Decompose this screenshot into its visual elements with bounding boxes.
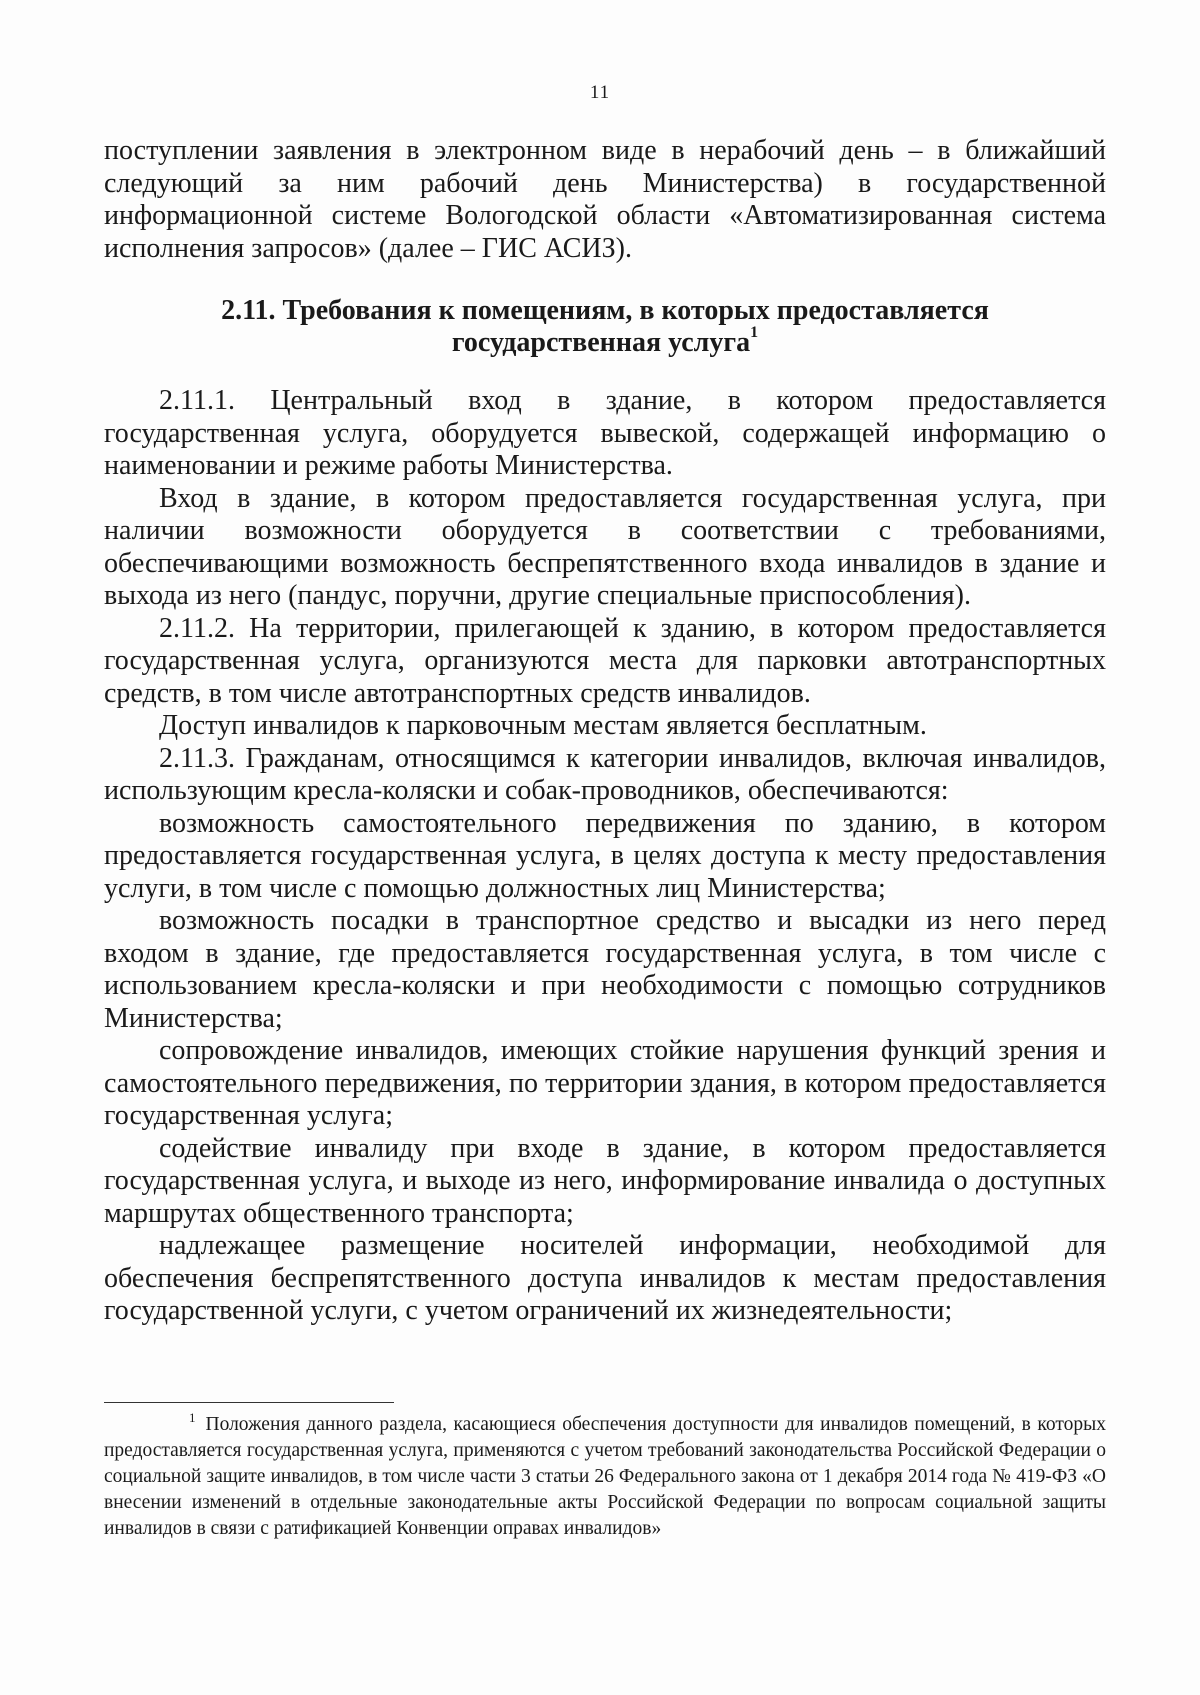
document-body bbox=[104, 135, 1106, 1328]
paragraph-2-11-3: 2.11.3. Гражданам, относящимся к категории инвалидов, включая инвалидов, использующим кресла-коляски и собак-проводников, обеспечиваются: bbox=[104, 742, 1106, 806]
list-item-movement: возможность самостоятельного передвижения по зданию, в котором предоставляется государственная услуга, в целях доступа к месту предоставления услуги, в том числе с помощью должностных лиц Министерства; bbox=[104, 807, 1106, 904]
list-item-information: надлежащее размещение носителей информации, необходимой для обеспечения беспрепятственного доступа инвалидов к местам предоставления государственной услуги, с учетом ограничений их жизнедеятельности; bbox=[104, 1230, 1106, 1326]
paragraph-2-11-1: 2.11.1. Центральный вход в здание, в котором предоставляется государственная услуга, оборудуется вывеской, содержащей информацию о наименовании и режиме работы Министерства. bbox=[104, 385, 1106, 481]
heading-footnote-marker[interactable]: 1 bbox=[750, 324, 759, 341]
footnote-marker: 1 bbox=[189, 1410, 196, 1425]
intro-paragraph: поступлении заявления в электронном виде в нерабочий день – в ближайший следующий за ним рабочий день Министерства) в государственной информационной системе Вологодской области «Автоматизированная система исполнения запросов» (далее – ГИС АСИЗ). bbox=[104, 135, 1106, 264]
paragraph-parking-free: Доступ инвалидов к парковочным местам является бесплатным. bbox=[159, 710, 927, 741]
paragraph-entrance: Вход в здание, в котором предоставляется государственная услуга, при наличии возможности оборудуется в соответствии с требованиями, обеспечивающими возможность беспрепятственного входа инвалидов в здание и выхода из него (пандус, поручни, другие специальные приспособления). bbox=[104, 482, 1106, 611]
section-heading-line2: государственная услуга bbox=[451, 327, 751, 358]
list-item-assistance: содействие инвалиду при входе в здание, в котором предоставляется государственная услуга, и выходе из него, информирование инвалида о доступных маршрутах общественного транспорта; bbox=[104, 1132, 1106, 1229]
section-heading-line2-wrap bbox=[104, 324, 1106, 359]
list-item-boarding: возможность посадки в транспортное средство и высадки из него перед входом в здание, где предоставляется государственная услуга, в том числе с использованием кресла-коляски и при необходимости с помощью сотрудников Министерства; bbox=[104, 905, 1106, 1034]
section-heading bbox=[104, 295, 1106, 359]
footnote-text: Положения данного раздела, касающиеся обеспечения доступности для инвалидов помещений, в которых предоставляется государственная услуга, применяются с учетом требований законодательства Российской Федерации о социальной защите инвалидов, в том числе части 3 статьи 26 Федерального закона от 1 декабря 2014 года № 419-ФЗ «О внесении изменений в отдельные законодательные акты Российской Федерации по вопросам социальной защиты инвалидов в связи с ратификацией Конвенции оправах инвалидов» bbox=[104, 1414, 1106, 1539]
footnote-divider bbox=[104, 1402, 394, 1403]
page-number: 11 bbox=[589, 82, 611, 103]
paragraph-2-11-2: 2.11.2. На территории, прилегающей к зданию, в котором предоставляется государственная услуга, организуются места для парковки автотранспортных средств, в том числе автотранспортных средств инвалидов. bbox=[104, 612, 1106, 709]
section-heading-line1: 2.11. Требования к помещениям, в которых предоставляется bbox=[221, 295, 989, 326]
list-item-escort: сопровождение инвалидов, имеющих стойкие нарушения функций зрения и самостоятельного передвижения, по территории здания, в котором предоставляется государственная услуга; bbox=[104, 1035, 1106, 1131]
footnote bbox=[104, 1412, 1106, 1542]
